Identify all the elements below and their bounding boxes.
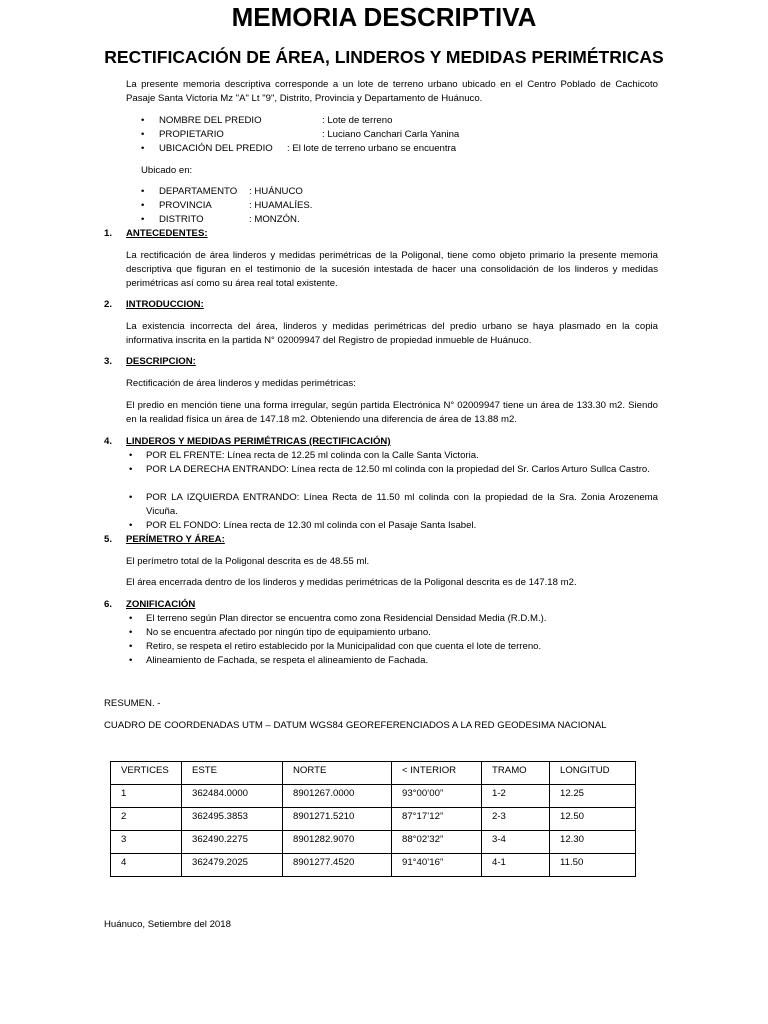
table-cell: 2 xyxy=(111,808,182,831)
section-heading xyxy=(104,227,504,241)
ubicacion-value: : HUÁNUCO xyxy=(249,186,303,197)
cuadro-title: CUADRO DE COORDENADAS UTM – DATUM WGS84 GEOREFERENCIADOS A LA RED GEODESIMA NACIONAL xyxy=(104,720,607,731)
section-number: 6. xyxy=(104,599,113,610)
table-cell: 8901282.9070 xyxy=(283,831,392,854)
table-cell: 4-1 xyxy=(482,854,550,877)
column-header: LONGITUD xyxy=(550,762,636,785)
section-number: 3. xyxy=(104,356,113,367)
section-heading xyxy=(104,598,504,612)
bullet-icon: • xyxy=(129,613,133,624)
ubicacion-label: DEPARTAMENTO xyxy=(159,186,238,197)
table-cell: 12.50 xyxy=(550,808,636,831)
table-cell: 8901277.4520 xyxy=(283,854,392,877)
predio-value: : El lote de terreno urbano se encuentra xyxy=(287,143,457,154)
zonificacion-item: El terreno según Plan director se encuentra como zona Residencial Densidad Media (R.D.M.). xyxy=(146,613,547,624)
table-row xyxy=(111,808,636,831)
section-number: 4. xyxy=(104,436,113,447)
table-cell: 12.30 xyxy=(550,831,636,854)
table-row xyxy=(111,854,636,877)
section-heading xyxy=(104,533,504,547)
bullet-icon: • xyxy=(141,129,145,140)
ubicado-label: Ubicado en: xyxy=(141,165,193,176)
zonificacion-item: No se encuentra afectado por ningún tipo de equipamiento urbano. xyxy=(146,627,431,638)
section-title: DESCRIPCION: xyxy=(126,356,196,367)
table-row xyxy=(111,785,636,808)
ubicacion-value: : MONZÓN. xyxy=(249,214,300,225)
table-cell: 3-4 xyxy=(482,831,550,854)
introduccion-paragraph: La existencia incorrecta del área, linderos y medidas perimétricas del predio urbano se haya plasmado en la copia informativa inscrita en la partida N° 02009947 del Registro de propiedad inmueble de Huánuco. xyxy=(126,321,658,346)
table-cell: 362490.2275 xyxy=(182,831,283,854)
lindero-item: POR LA IZQUIERDA ENTRANDO: Línea Recta de 11.50 ml colinda con la propiedad de la Sra. Zonia Arozenema Vicuña. xyxy=(146,492,658,517)
bullet-icon: • xyxy=(141,214,145,225)
ubicacion-label: DISTRITO xyxy=(159,214,204,225)
predio-value: : Luciano Canchari Carla Yanina xyxy=(322,129,460,140)
descripcion-paragraph: El predio en mención tiene una forma irregular, según partida Electrónica N° 02009947 tiene un área de 133.30 m2. Siendo en la realidad física un área de 147.18 m2. Obteniendo una diferencia de área de 13.88 m2. xyxy=(126,400,658,425)
table-cell: 1 xyxy=(111,785,182,808)
table-cell: 362484.0000 xyxy=(182,785,283,808)
section-title: ZONIFICACIÓN xyxy=(126,599,196,610)
section-title: PERÍMETRO Y ÁREA: xyxy=(126,534,225,545)
table-cell: 3 xyxy=(111,831,182,854)
predio-value: : Lote de terreno xyxy=(322,115,393,126)
coordinates-table xyxy=(110,761,636,877)
predio-label: PROPIETARIO xyxy=(159,129,224,140)
section-title: LINDEROS Y MEDIDAS PERIMÉTRICAS (RECTIFICACIÓN) xyxy=(126,436,391,447)
zonificacion-item: Alineamiento de Fachada, se respeta el alineamiento de Fachada. xyxy=(146,655,429,666)
bullet-icon: • xyxy=(129,450,133,461)
table-cell: 8901267.0000 xyxy=(283,785,392,808)
lindero-item: POR EL FONDO: Línea recta de 12.30 ml colinda con el Pasaje Santa Isabel. xyxy=(146,520,477,531)
section-number: 2. xyxy=(104,299,113,310)
bullet-icon: • xyxy=(141,143,145,154)
table-cell: 88°02’32” xyxy=(392,831,482,854)
bullet-icon: • xyxy=(129,627,133,638)
area-paragraph: El área encerrada dentro de los linderos y medidas perimétricas de la Poligonal descrita es de 147.18 m2. xyxy=(126,577,577,588)
column-header: VERTICES xyxy=(111,762,182,785)
section-heading xyxy=(104,435,504,449)
table-cell: 362479.2025 xyxy=(182,854,283,877)
ubicacion-label: PROVINCIA xyxy=(159,200,212,211)
bullet-icon: • xyxy=(129,641,133,652)
table-cell: 2-3 xyxy=(482,808,550,831)
resumen-label: RESUMEN. - xyxy=(104,698,161,709)
section-title: ANTECEDENTES: xyxy=(126,228,208,239)
table-cell: 93°00’00” xyxy=(392,785,482,808)
ubicacion-value: : HUAMALÍES. xyxy=(249,200,313,211)
section-number: 5. xyxy=(104,534,113,545)
perimetro-paragraph: El perímetro total de la Poligonal descrita es de 48.55 ml. xyxy=(126,556,370,567)
section-title: INTRODUCCION: xyxy=(126,299,204,310)
bullet-icon: • xyxy=(141,115,145,126)
zonificacion-item: Retiro, se respeta el retiro establecido por la Municipalidad con que cuenta el lote de terreno. xyxy=(146,641,542,652)
lindero-item: POR EL FRENTE: Línea recta de 12.25 ml colinda con la Calle Santa Victoria. xyxy=(146,450,479,461)
document-title: MEMORIA DESCRIPTIVA xyxy=(231,2,537,32)
table-cell: 91°40’16” xyxy=(392,854,482,877)
bullet-icon: • xyxy=(141,186,145,197)
column-header: TRAMO xyxy=(482,762,550,785)
bullet-icon: • xyxy=(129,520,133,531)
table-cell: 87°17’12” xyxy=(392,808,482,831)
table-cell: 362495.3853 xyxy=(182,808,283,831)
lindero-item: POR LA DERECHA ENTRANDO: Línea recta de 12.50 ml colinda con la propiedad del Sr. Carlos Arturo Sullca Castro. xyxy=(146,464,650,475)
table-row xyxy=(111,831,636,854)
section-number: 1. xyxy=(104,228,113,239)
bullet-icon: • xyxy=(141,200,145,211)
footer-date: Huánuco, Setiembre del 2018 xyxy=(104,919,231,930)
table-cell: 12.25 xyxy=(550,785,636,808)
table-cell: 1-2 xyxy=(482,785,550,808)
column-header: < INTERIOR xyxy=(392,762,482,785)
antecedentes-paragraph: La rectificación de área linderos y medidas perimétricas de la Poligonal, tiene como objeto primario la presente memoria descriptiva que figuran en el testimonio de la sucesión intestada de hacer una consolidación de los linderos y medidas perimétricas así como su área real total existente. xyxy=(126,250,658,289)
bullet-icon: • xyxy=(129,655,133,666)
section-heading xyxy=(104,355,504,369)
table-cell: 8901271.5210 xyxy=(283,808,392,831)
table-cell: 11.50 xyxy=(550,854,636,877)
bullet-icon: • xyxy=(129,464,133,475)
predio-label: NOMBRE DEL PREDIO xyxy=(159,115,262,126)
predio-label: UBICACIÓN DEL PREDIO xyxy=(159,143,273,154)
descripcion-paragraph: Rectificación de área linderos y medidas perimétricas: xyxy=(126,378,356,389)
column-header: NORTE xyxy=(283,762,392,785)
table-header-row xyxy=(111,762,636,785)
bullet-icon: • xyxy=(129,492,133,503)
section-heading xyxy=(104,298,504,312)
document-subtitle: RECTIFICACIÓN DE ÁREA, LINDEROS Y MEDIDAS PERIMÉTRICAS xyxy=(104,47,664,67)
table-cell: 4 xyxy=(111,854,182,877)
column-header: ESTE xyxy=(182,762,283,785)
intro-paragraph: La presente memoria descriptiva corresponde a un lote de terreno urbano ubicado en el Centro Poblado de Cachicoto Pasaje Santa Victoria Mz "A" Lt "9", Distrito, Provincia y Departamento de Huánuco. xyxy=(126,79,658,104)
